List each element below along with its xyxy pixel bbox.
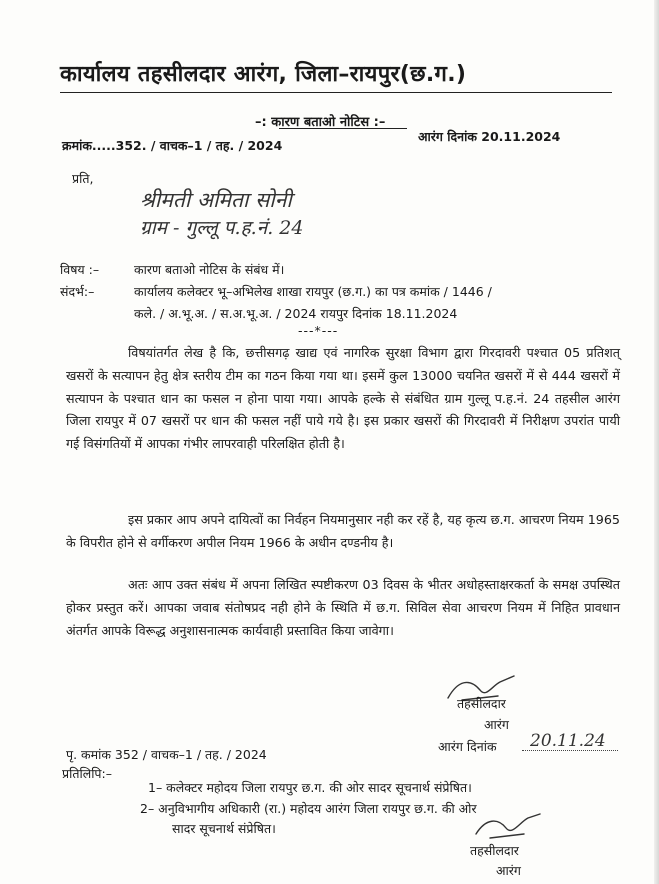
copy-recipient-2-line-2: सादर सूचनार्थ संप्रेषित। xyxy=(172,821,276,836)
section-divider: ---*--- xyxy=(298,323,339,338)
office-title: कार्यालय तहसीलदार आरंग, जिला–रायपुर(छ.ग.) xyxy=(60,62,467,87)
reference-line-1: कार्यालय कलेक्टर भू–अभिलेख शाखा रायपुर (छ.ग.) का पत्र कमांक / 1446 / xyxy=(134,284,492,299)
recipient-name-handwritten: श्रीमती अमिता सोनी xyxy=(140,188,292,212)
subject-text: कारण बताओ नोटिस के संबंध में। xyxy=(134,262,285,277)
signature-2 xyxy=(470,810,550,844)
copy-to-label: प्रतिलिपि:– xyxy=(62,766,112,781)
recipient-address-handwritten: ग्राम - गुल्लू प.ह.नं. 24 xyxy=(140,217,304,239)
signature-1-place: आरंग xyxy=(484,717,509,732)
copy-recipient-1: 1– कलेक्टर महोदय जिला रायपुर छ.ग. की ओर सादर सूचनार्थ संप्रेषित। xyxy=(148,780,472,795)
body-paragraph-1: विषयांतर्गत लेख है कि, छत्तीसगढ़ खाद्य एवं नागरिक सुरक्षा विभाग द्वारा गिरदावरी पश्चात 05 प्रतिशत् खसरों के सत्यापन हेतु क्षेत्र स्तरीय टीम का गठन किया गया था। इसमें कुल 13000 चयनित खसरों में से 444 खसरों में सत्यापन के पश्चात धान का फसल न होना पाया गया। आपके हल्के से संबंधित ग्राम गुल्लू प.ह.नं. 24 तहसील आरंग जिला रायपुर में 07 खसरों पर धान की फसल नहीं पाये गये है। इस प्रकार खसरों की गिरदावरी में निरीक्षण उपरांत पायी गई विसंगतियों में आपका गंभीर लापरवाही परिलक्षित होती है। xyxy=(66,345,620,452)
body-paragraph-2: इस प्रकार आप अपने दायित्वों का निर्वहन नियमानुसार नही कर रहें है, यह कृत्य छ.ग. आचरण नियम 1965 के विपरीत होने से वर्गीकरण अपील नियम 1966 के अधीन दण्डनीय है। xyxy=(66,512,620,550)
endorsement-date-label: आरंग दिनांक xyxy=(438,739,497,754)
recipient-prefix: प्रति, xyxy=(72,171,94,186)
body-paragraph-3: अतः आप उक्त संबंध में अपना लिखित स्पष्टीकरण 03 दिवस के भीतर अधोहस्ताक्षरकर्ता के समक्ष उपस्थित होकर प्रस्तुत करें। आपका जवाब संतोषप्रद नही होने के स्थिति में छ.ग. सिविल सेवा आचरण नियम में निहित प्रावधान अंतर्गत आपके विरूद्ध अनुशासनात्मक कार्यवाही प्रस्तावित किया जावेगा। xyxy=(66,577,620,638)
ref-number: क्रमांक.....352. / वाचक–1 / तह. / 2024 xyxy=(62,138,283,153)
signature-2-place: आरंग xyxy=(496,863,521,878)
scan-edge xyxy=(654,0,659,884)
notice-heading-underline xyxy=(279,128,407,129)
place-date: आरंग दिनांक 20.11.2024 xyxy=(418,129,561,144)
date-dotted-line xyxy=(522,750,618,751)
signature-2-designation: तहसीलदार xyxy=(470,843,519,858)
endorsement-date-handwritten: 20.11.24 xyxy=(530,731,606,751)
reference-line-2: कले. / अ.भू.अ. / स.अ.भू.अ. / 2024 रायपुर दिनांक 18.11.2024 xyxy=(134,306,458,321)
title-underline xyxy=(60,92,612,93)
reference-label: संदर्भ:– xyxy=(60,284,95,299)
subject-label: विषय :– xyxy=(60,262,100,277)
notice-heading: –: कारण बताओ नोटिस :– xyxy=(255,115,386,130)
copy-recipient-2-line-1: 2– अनुविभागीय अधिकारी (रा.) महोदय आरंग जिला रायपुर छ.ग. की ओर xyxy=(140,801,477,816)
endorsement-ref-number: पृ. कमांक 352 / वाचक–1 / तह. / 2024 xyxy=(66,747,267,762)
signature-1-designation: तहसीलदार xyxy=(457,696,506,711)
